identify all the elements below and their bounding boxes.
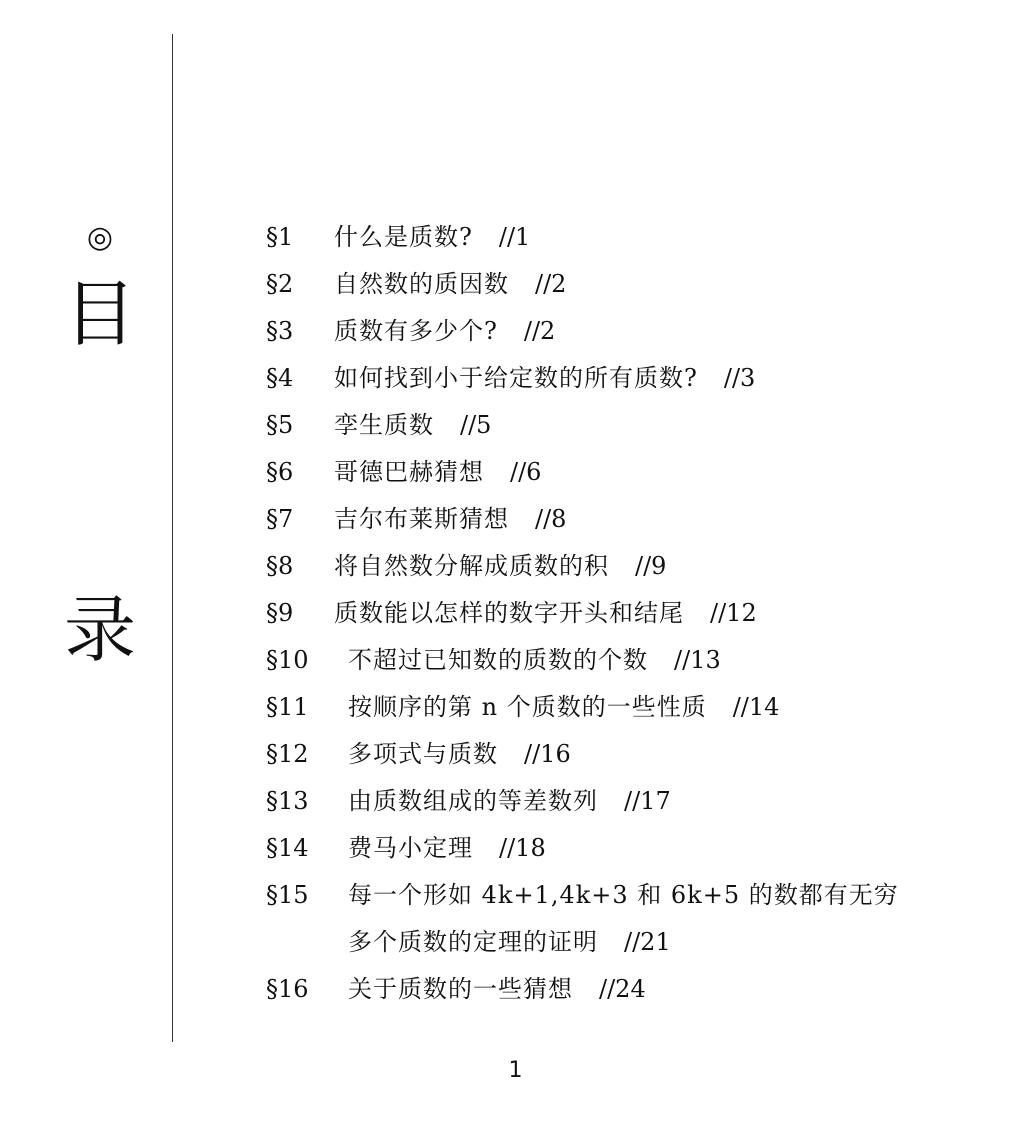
section-page: //21 [624,928,671,956]
toc-entry-6[interactable] [266,449,996,496]
section-page: //3 [723,364,756,392]
section-number: §14 [266,834,309,862]
toc-entry-14[interactable] [266,825,996,872]
section-title: 质数有多少个? [334,317,498,345]
section-number: §1 [266,223,294,251]
section-number: §3 [266,317,294,345]
section-title: 什么是质数? [334,223,473,251]
section-page: //1 [498,223,531,251]
section-page: //2 [535,270,567,298]
section-number: §15 [266,881,309,909]
section-title: 多项式与质数 [348,740,498,768]
section-number: §10 [266,646,309,674]
section-title: 将自然数分解成质数的积 [334,552,609,580]
page-number: 1 [508,1058,523,1083]
toc-entry-2[interactable] [266,261,996,308]
section-number: §7 [266,505,294,533]
section-page: //13 [674,646,721,674]
section-page: //14 [732,693,780,721]
section-number: §6 [266,458,294,486]
section-title: 质数能以怎样的数字开头和结尾 [334,599,684,627]
section-title: 按顺序的第 n 个质数的一些性质 [348,693,707,721]
section-page: //2 [523,317,556,345]
section-number: §8 [266,552,294,580]
section-page: //16 [524,740,571,768]
toc-entry-12[interactable] [266,731,996,778]
section-page: //9 [635,552,667,580]
section-number: §12 [266,740,309,768]
toc-entry-7[interactable] [266,496,996,543]
section-number: §9 [266,599,294,627]
toc-entry-16[interactable] [266,966,996,1013]
section-title: 吉尔布莱斯猜想 [334,505,509,533]
heading-mark-icon: ◎ [86,220,114,255]
toc-entry-10[interactable] [266,637,996,684]
section-page: //17 [624,787,671,815]
toc-entry-13[interactable] [266,778,996,825]
section-page: //12 [710,599,757,627]
section-page: //18 [499,834,546,862]
section-page: //6 [510,458,542,486]
toc-entry-9[interactable] [266,590,996,637]
vertical-divider [172,34,173,1042]
section-title-line-2: 多个质数的定理的证明 [348,928,598,956]
toc-entry-5[interactable] [266,402,996,449]
toc-entry-1[interactable] [266,214,996,261]
toc-entry-8[interactable] [266,543,996,590]
section-title: 由质数组成的等差数列 [348,787,598,815]
table-of-contents [266,214,996,1013]
toc-entry-4[interactable] [266,355,996,402]
section-number: §16 [266,975,309,1003]
toc-entry-3[interactable] [266,308,996,355]
section-title: 哥德巴赫猜想 [334,458,484,486]
section-title: 费马小定理 [348,834,473,862]
heading-char-mu: 目 [63,272,136,356]
section-title: 自然数的质因数 [334,270,509,298]
section-number: §5 [266,411,294,439]
section-title: 不超过已知数的质数的个数 [348,646,648,674]
section-title-line-1: 每一个形如 4k+1,4k+3 和 6k+5 的数都有无穷 [348,881,899,909]
section-page: //24 [599,975,646,1003]
section-title: 关于质数的一些猜想 [348,975,573,1003]
section-page: //8 [535,505,567,533]
section-number: §11 [266,693,309,721]
section-title: 如何找到小于给定数的所有质数? [334,364,698,392]
toc-entry-15[interactable] [266,872,996,966]
section-title: 孪生质数 [334,411,434,439]
toc-entry-11[interactable] [266,684,996,731]
section-number: §13 [266,787,309,815]
section-number: §4 [266,364,294,392]
section-page: //5 [460,411,492,439]
section-number: §2 [266,270,294,298]
heading-char-lu: 录 [63,588,136,672]
